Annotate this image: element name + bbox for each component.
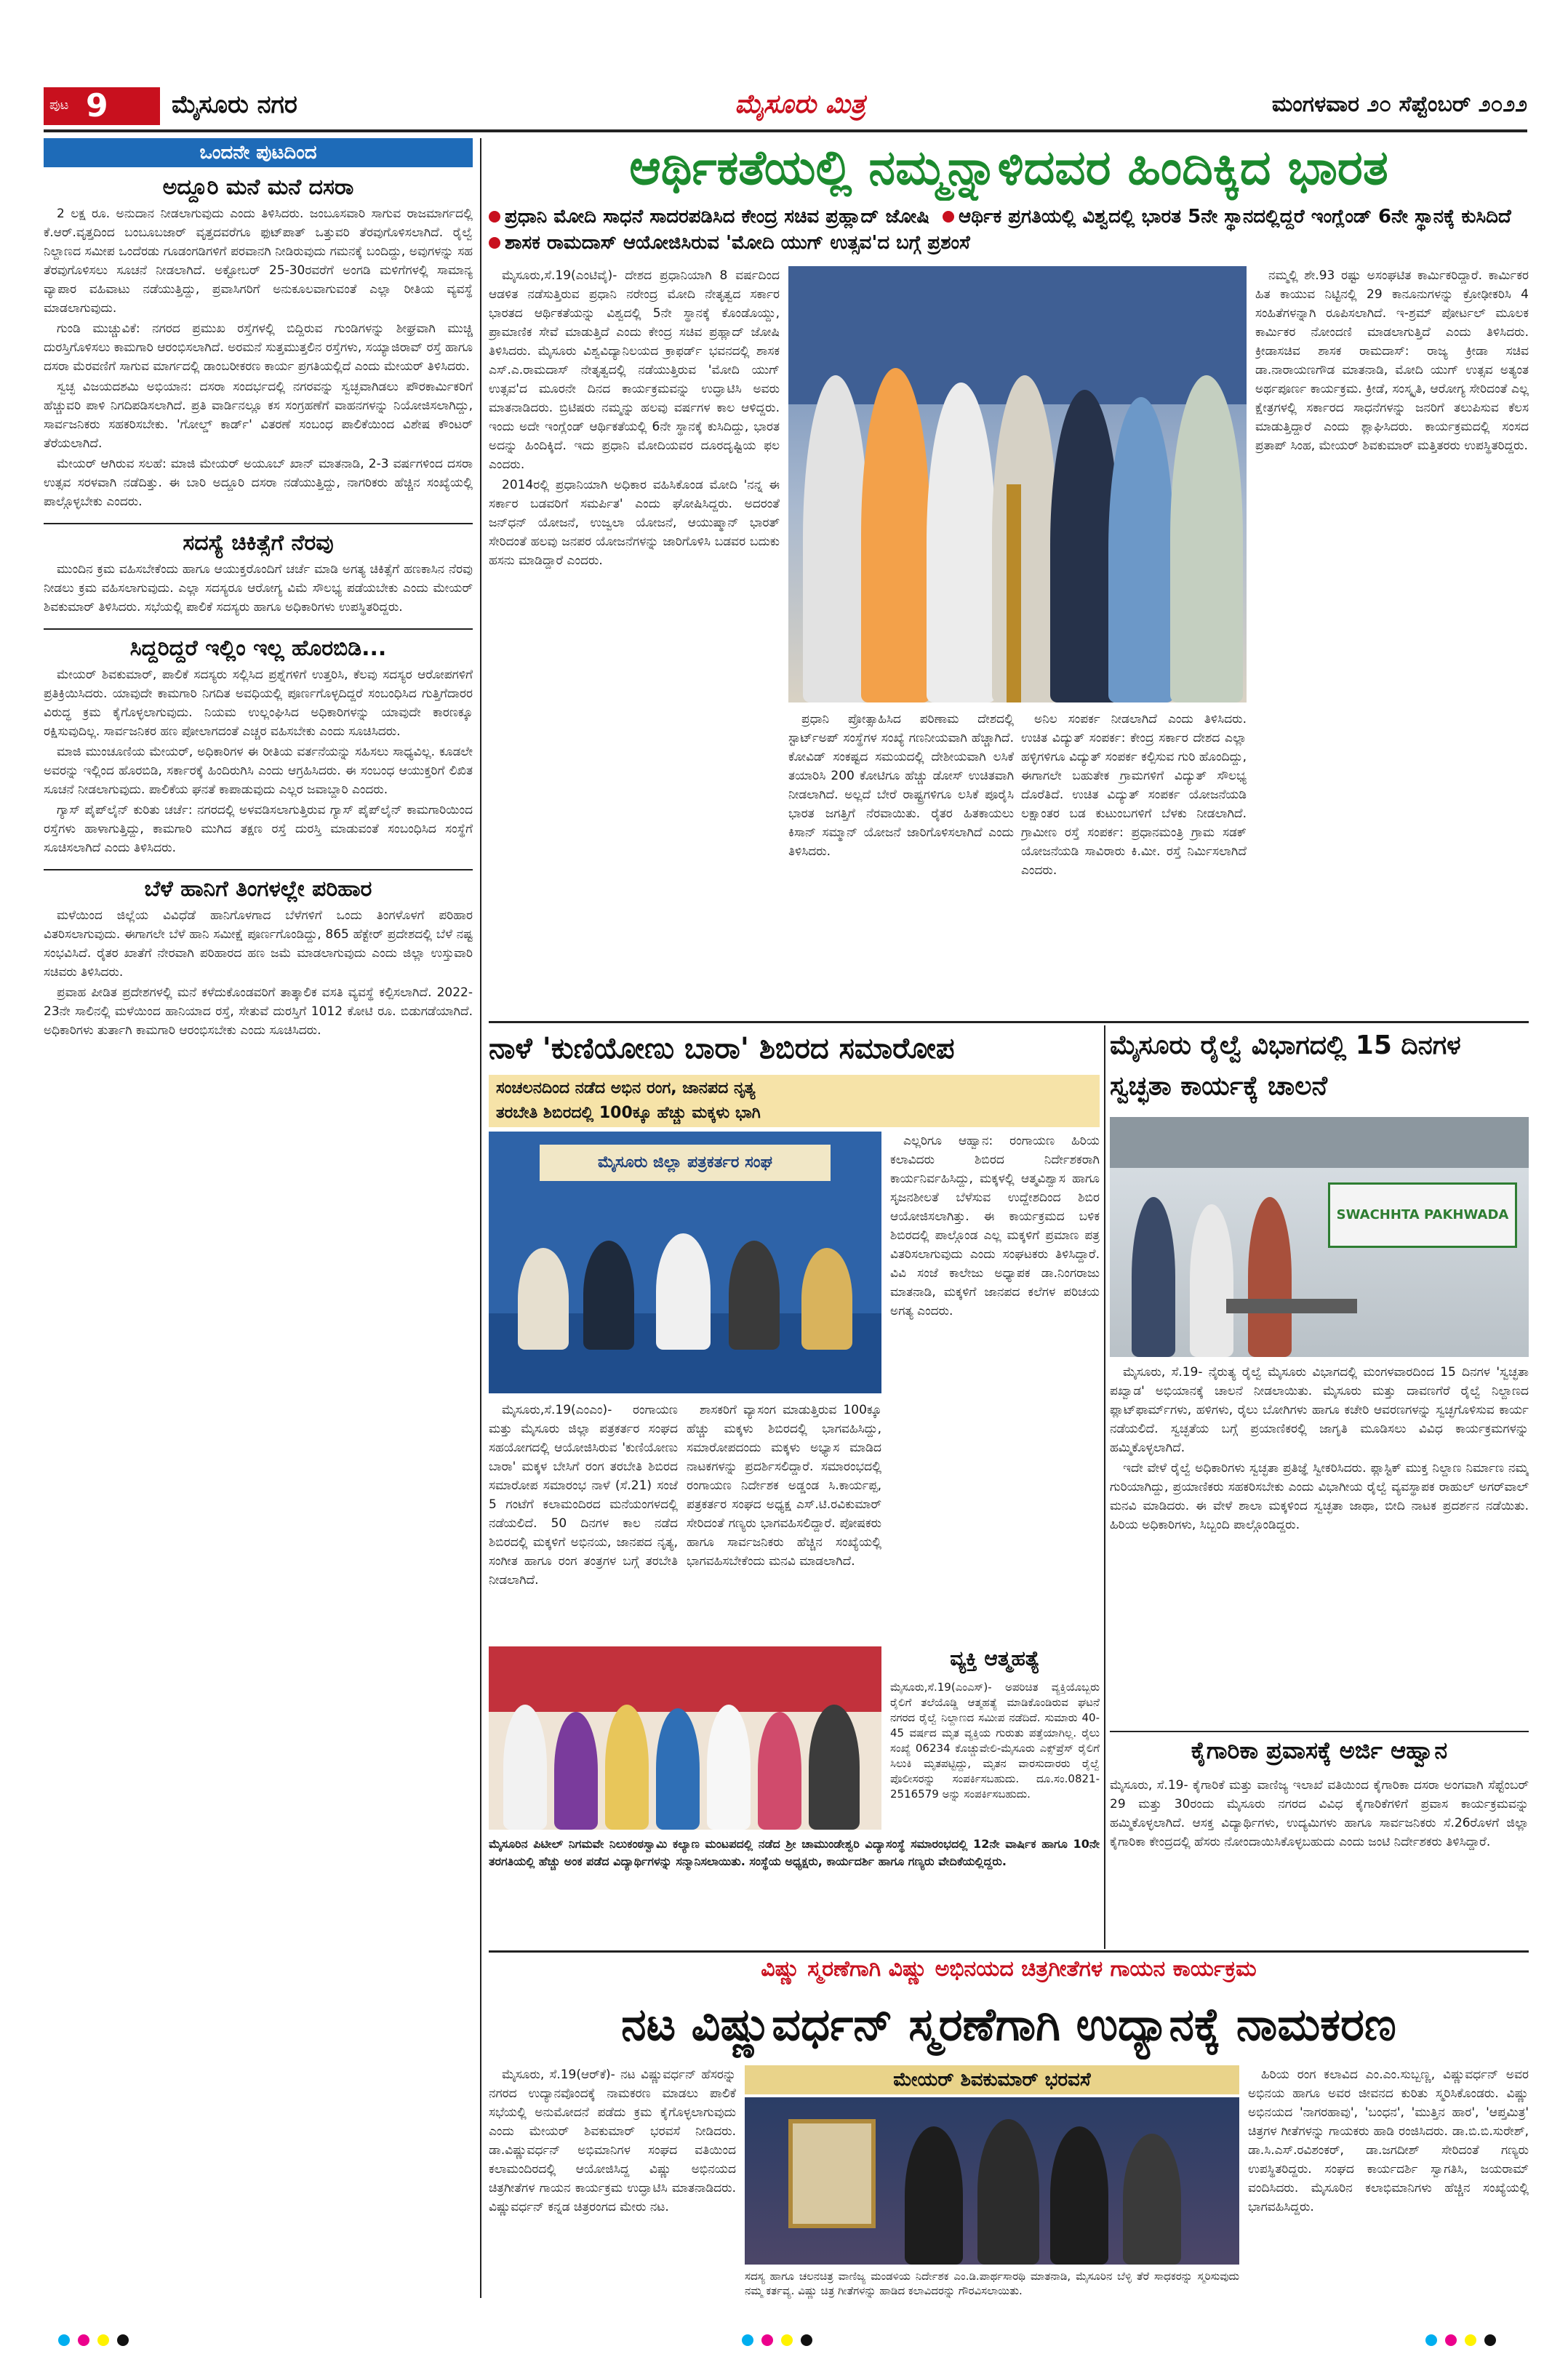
story-paragraph: ಇದೇ ವೇಳೆ ರೈಲ್ವೆ ಅಧಿಕಾರಿಗಳು ಸ್ವಚ್ಛತಾ ಪ್ರತಿಜ್ಞೆ ಸ್ವೀಕರಿಸಿದರು. ಪ್ಲಾಸ್ಟಿಕ್ ಮುಕ್ತ ನಿಲ್ದಾಣ ನಿರ್ಮಾಣ ನಮ್ಮ ಗುರಿಯಾಗಿದ್ದು, ಪ್ರಯಾಣಿಕರು ಸಹಕರಿಸಬೇಕು ಎಂದು ವಿಭಾಗೀಯ ರೈಲ್ವೆ ವ್ಯವಸ್ಥಾಪಕ ರಾಹುಲ್ ಅಗರ್‌ವಾಲ್ ಮನವಿ ಮಾಡಿದರು. ಈ ವೇಳೆ ಶಾಲಾ ಮಕ್ಕಳಿಂದ ಸ್ವಚ್ಛತಾ ಜಾಥಾ, ಬೀದಿ ನಾಟಕ ಪ್ರದರ್ಶನ ನಡೆಯಿತು. ಹಿರಿಯ ಅಧಿಕಾರಿಗಳು, ಸಿಬ್ಬಂದಿ ಪಾಲ್ಗೊಂಡಿದ್ದರು. (1110, 1461, 1529, 1532)
lead-column-4 (1255, 266, 1529, 1015)
photo-person (1170, 375, 1243, 702)
photo-person (927, 383, 996, 702)
photo-person (729, 1241, 780, 1350)
photo-person (809, 1705, 860, 1830)
story-paragraph: ಮೇಯರ್ ಶಿವಕುಮಾರ್, ಪಾಲಿಕೆ ಸದಸ್ಯರು ಸಲ್ಲಿಸಿದ ಪ್ರಶ್ನೆಗಳಿಗೆ ಉತ್ತರಿಸಿ, ಕೆಲವು ಸದಸ್ಯರ ಆರೋಪಗಳಿಗೆ ಪ್ರತಿಕ್ರಿಯಿಸಿದರು. ಯಾವುದೇ ಕಾಮಗಾರಿ ನಿಗದಿತ ಅವಧಿಯಲ್ಲಿ ಪೂರ್ಣಗೊಳ್ಳದಿದ್ದರೆ ಸಂಬಂಧಿಸಿದ ಗುತ್ತಿಗೆದಾರರ ವಿರುದ್ಧ ಕ್ರಮ ಕೈಗೊಳ್ಳಲಾಗುವುದು. ನಿಯಮ ಉಲ್ಲಂಘಿಸಿದ ಅಧಿಕಾರಿಗಳನ್ನು ಯಾವುದೇ ಕಾರಣಕ್ಕೂ ರಕ್ಷಿಸುವುದಿಲ್ಲ. ಸಾರ್ವಜನಿಕರ ಹಣ ಪೋಲಾಗದಂತೆ ಎಚ್ಚರ ವಹಿಸಬೇಕು ಎಂದು ಸೂಚಿಸಿದರು. (44, 668, 473, 739)
kunie-subhead: ತರಬೇತಿ ಶಿಬಿರದಲ್ಲಿ 100ಕ್ಕೂ ಹೆಚ್ಚು ಮಕ್ಕಳು ಭಾಗಿ (496, 1104, 761, 1122)
photo-person (707, 1705, 751, 1830)
story-paragraph: ಗ್ಯಾಸ್ ಪೈಪ್‌ಲೈನ್ ಕುರಿತು ಚರ್ಚೆ: ನಗರದಲ್ಲಿ ಅಳವಡಿಸಲಾಗುತ್ತಿರುವ ಗ್ಯಾಸ್ ಪೈಪ್‌ಲೈನ್ ಕಾಮಗಾರಿಯಿಂದ ರಸ್ತೆಗಳು ಹಾಳಾಗುತ್ತಿದ್ದು, ಕಾಮಗಾರಿ ಮುಗಿದ ತಕ್ಷಣ ರಸ್ತೆ ದುರಸ್ತಿ ಮಾಡುವಂತೆ ಸಂಬಂಧಿಸಿದ ಸಂಸ್ಥೆಗೆ ಸೂಚಿಸಲಾಗಿದೆ ಎಂದು ತಿಳಿಸಿದರು. (44, 803, 473, 855)
kunie-column-1 (489, 1401, 678, 1641)
photo-person (1190, 1204, 1233, 1357)
lead-photo (788, 266, 1247, 702)
black-register-icon (1484, 2334, 1496, 2346)
railway-body (1110, 1363, 1529, 1726)
paper-name: ಮೈಸೂರು ಮಿತ್ರ (735, 89, 865, 119)
yellow-register-icon (1465, 2334, 1476, 2346)
black-register-icon (801, 2334, 812, 2346)
portrait-frame (788, 2119, 876, 2228)
print-register-marks (58, 2334, 175, 2349)
magenta-register-icon (761, 2334, 773, 2346)
story-title: ಸದಸ್ಯೆ ಚಿಕಿತ್ಸೆಗೆ ನೆರವು (44, 523, 473, 556)
photo-person (503, 1705, 547, 1830)
story-paragraph: ಮೈಸೂರು, ಸೆ.19(ಆರ್‌ಕೆ)- ನಟ ವಿಷ್ಣುವರ್ಧನ್ ಹೆಸರನ್ನು ನಗರದ ಉದ್ಯಾನವೊಂದಕ್ಕೆ ನಾಮಕರಣ ಮಾಡಲು ಪಾಲಿಕೆ ಸಭೆಯಲ್ಲಿ ಅನುಮೋದನೆ ಪಡೆದು ಕ್ರಮ ಕೈಗೊಳ್ಳಲಾಗುವುದು ಎಂದು ಮೇಯರ್ ಶಿವಕುಮಾರ್ ಭರವಸೆ ನೀಡಿದರು. ಡಾ.ವಿಷ್ಣುವರ್ಧನ್ ಅಭಿಮಾನಿಗಳ ಸಂಘದ ವತಿಯಿಂದ ಕಲಾಮಂದಿರದಲ್ಲಿ ಆಯೋಜಿಸಿದ್ದ ವಿಷ್ಣು ಅಭಿನಯದ ಚಿತ್ರಗೀತೆಗಳ ಗಾಯನ ಕಾರ್ಯಕ್ರಮ ಉದ್ಘಾಟಿಸಿ ಮಾತನಾಡಿದರು. ವಿಷ್ಣುವರ್ಧನ್ ಕನ್ನಡ ಚಿತ್ರರಂಗದ ಮೇರು ನಟ. (489, 2067, 736, 2214)
story-paragraph: ಹಿರಿಯ ರಂಗ ಕಲಾವಿದ ಎಂ.ಎಂ.ಸುಬ್ಬಣ್ಣ, ವಿಷ್ಣುವರ್ಧನ್ ಅವರ ಅಭಿನಯ ಹಾಗೂ ಅವರ ಜೀವನದ ಕುರಿತು ಸ್ಮರಿಸಿಕೊಂಡರು. ವಿಷ್ಣು ಅಭಿನಯದ 'ನಾಗರಹಾವು', 'ಬಂಧನ', 'ಮುತ್ತಿನ ಹಾರ', 'ಆಪ್ತಮಿತ್ರ' ಚಿತ್ರಗಳ ಗೀತೆಗಳನ್ನು ಗಾಯಕರು ಹಾಡಿ ರಂಜಿಸಿದರು. ಡಾ.ಬಿ.ಬಿ.ಸುರೇಶ್, ಡಾ.ಸಿ.ಎಸ್.ರವಿಶಂಕರ್, ಡಾ.ಜಗದೀಶ್ ಸೇರಿದಂತೆ ಗಣ್ಯರು ಉಪಸ್ಥಿತರಿದ್ದರು. ಸಂಘದ ಕಾರ್ಯದರ್ಶಿ ಸ್ವಾಗತಿಸಿ, ಜಯರಾಮ್ ವಂದಿಸಿದರು. ಮೈಸೂರಿನ ಕಲಾಭಿಮಾನಿಗಳು ಹೆಚ್ಚಿನ ಸಂಖ್ಯೆಯಲ್ಲಿ ಭಾಗವಹಿಸಿದ್ದರು. (1248, 2067, 1529, 2214)
lead-column-3 (1021, 710, 1247, 1015)
felicitation-photo (489, 1646, 881, 1830)
vishnu-kicker: ವಿಷ್ಣು ಸ್ಮರಣೆಗಾಗಿ ವಿಷ್ಣು ಅಭಿನಯದ ಚಿತ್ರಗೀತೆಗಳ ಗಾಯನ ಕಾರ್ಯಕ್ರಮ (761, 1956, 1257, 1982)
bullet-icon (943, 211, 954, 223)
story-paragraph: ಗುಂಡಿ ಮುಚ್ಚುವಿಕೆ: ನಗರದ ಪ್ರಮುಖ ರಸ್ತೆಗಳಲ್ಲಿ ಬಿದ್ದಿರುವ ಗುಂಡಿಗಳನ್ನು ಶೀಘ್ರವಾಗಿ ಮುಚ್ಚಿ ದುರಸ್ತಿಗೊಳಿಸಲು ಕಾಮಗಾರಿ ಆರಂಭಿಸಲಾಗಿದೆ. ಅರಮನೆ ಸುತ್ತಮುತ್ತಲಿನ ರಸ್ತೆಗಳು, ಸಯ್ಯಾಜಿರಾವ್ ರಸ್ತೆ ಹಾಗೂ ದಸರಾ ಮೆರವಣಿಗೆ ಸಾಗುವ ಮಾರ್ಗದಲ್ಲಿ ಡಾಂಬರೀಕರಣ ಕಾರ್ಯ ಪ್ರಗತಿಯಲ್ಲಿದೆ ಎಂದು ಮೇಯರ್ ತಿಳಿಸಿದರು. (44, 321, 473, 374)
story-title: ಸಿದ್ದರಿದ್ದರೆ ಇಲ್ಲಿಂ ಇಲ್ಲ ಹೊರಬಿಡಿ... (44, 628, 473, 661)
continued-banner: ಒಂದನೇ ಪುಟದಿಂದ (44, 138, 473, 167)
page-label: ಪುಟ (49, 97, 69, 113)
kunie-title: ನಾಳೆ 'ಕುಣಿಯೋಣು ಬಾರಾ' ಶಿಬಿರದ ಸಮಾರೋಪ (489, 1032, 955, 1065)
cyan-register-icon (1425, 2334, 1437, 2346)
photo-person (518, 1248, 569, 1350)
photo-person (758, 1712, 801, 1830)
column-divider (480, 138, 481, 2298)
print-register-marks (742, 2334, 858, 2349)
story-paragraph: ಪ್ರವಾಹ ಪೀಡಿತ ಪ್ರದೇಶಗಳಲ್ಲಿ ಮನೆ ಕಳೆದುಕೊಂಡವರಿಗೆ ತಾತ್ಕಾಲಿಕ ವಸತಿ ವ್ಯವಸ್ಥೆ ಕಲ್ಪಿಸಲಾಗಿದೆ. 2022-23ನೇ ಸಾಲಿನಲ್ಲಿ ಮಳೆಯಿಂದ ಹಾನಿಯಾದ ರಸ್ತೆ, ಸೇತುವೆ ದುರಸ್ತಿಗೆ 1012 ಕೋಟಿ ರೂ. ಬಿಡುಗಡೆಯಾಗಿದೆ. ಅಧಿಕಾರಿಗಳು ತುರ್ತಾಗಿ ಕಾಮಗಾರಿ ಆರಂಭಿಸಬೇಕು ಎಂದು ಸೂಚಿಸಿದರು. (44, 985, 473, 1038)
suicide-title: ವ್ಯಕ್ತಿ ಆತ್ಮಹತ್ಯೆ (950, 1646, 1040, 1670)
cyan-register-icon (58, 2334, 70, 2346)
story-title: ಬೆಳೆ ಹಾನಿಗೆ ತಿಂಗಳಲ್ಲೇ ಪರಿಹಾರ (44, 869, 473, 902)
lead-column-2 (788, 710, 1014, 1015)
lead-subhead: ಪ್ರಧಾನಿ ಮೋದಿ ಸಾಧನೆ ಸಾದರಪಡಿಸಿದ ಕೇಂದ್ರ ಸಚಿವ ಪ್ರಹ್ಲಾದ್ ಜೋಷಿ (505, 206, 929, 228)
photo-person (656, 1233, 711, 1350)
story-paragraph: ಶಾಸಕರಿಗೆ ವ್ಯಾಸಂಗ ಮಾಡುತ್ತಿರುವ 100ಕ್ಕೂ ಹೆಚ್ಚು ಮಕ್ಕಳು ಶಿಬಿರದಲ್ಲಿ ಭಾಗವಹಿಸಿದ್ದು, ಸಮಾರೋಪದಂದು ಮಕ್ಕಳು ಅಭ್ಯಾಸ ಮಾಡಿದ ನಾಟಕಗಳನ್ನು ಪ್ರದರ್ಶಿಸಲಿದ್ದಾರೆ. ಸಮಾರಂಭದಲ್ಲಿ ರಂಗಾಯಣ ನಿರ್ದೇಶಕ ಅಡ್ಡಂಡ ಸಿ.ಕಾರ್ಯಪ್ಪ, ಪತ್ರಕರ್ತರ ಸಂಘದ ಅಧ್ಯಕ್ಷ ಎಸ್.ಟಿ.ರವಿಕುಮಾರ್ ಸೇರಿದಂತೆ ಗಣ್ಯರು ಭಾಗವಹಿಸಲಿದ್ದಾರೆ. ಪೋಷಕರು ಹಾಗೂ ಸಾರ್ವಜನಿಕರು ಹೆಚ್ಚಿನ ಸಂಖ್ಯೆಯಲ್ಲಿ ಭಾಗವಹಿಸಬೇಕೆಂದು ಮನವಿ ಮಾಡಲಾಗಿದೆ. (687, 1403, 881, 1569)
platform-roof (1110, 1117, 1529, 1168)
kunie-event-photo (489, 1132, 881, 1393)
story-paragraph: ಮಾಜಿ ಮುಂಚೂಣಿಯ ಮೇಯರ್, ಅಧಿಕಾರಿಗಳ ಈ ರೀತಿಯ ವರ್ತನೆಯನ್ನು ಸಹಿಸಲು ಸಾಧ್ಯವಿಲ್ಲ. ಕೂಡಲೇ ಅವರನ್ನು ಇಲ್ಲಿಂದ ಹೊರಬಿಡಿ, ಸರ್ಕಾರಕ್ಕೆ ಹಿಂದಿರುಗಿಸಿ ಎಂದು ಆಗ್ರಹಿಸಿದರು. ಈ ಸಂಬಂಧ ಆಯುಕ್ತರಿಗೆ ಲಿಖಿತ ಸೂಚನೆ ನೀಡಲಾಗುವುದು. ಪಾಲಿಕೆಯ ಘನತೆ ಕಾಪಾಡುವುದು ಎಲ್ಲರ ಜವಾಬ್ದಾರಿ ಎಂದರು. (44, 745, 473, 797)
magenta-register-icon (1445, 2334, 1457, 2346)
photo-person (656, 1708, 700, 1830)
section-rule (489, 1950, 1529, 1953)
story-paragraph: ಮೈಸೂರು,ಸೆ.19(ಎಂಎಂ)- ರಂಗಾಯಣ ಮತ್ತು ಮೈಸೂರು ಜಿಲ್ಲಾ ಪತ್ರಕರ್ತರ ಸಂಘದ ಸಹಯೋಗದಲ್ಲಿ ಆಯೋಜಿಸಿರುವ 'ಕುಣಿಯೋಣು ಬಾರಾ' ಮಕ್ಕಳ ಬೇಸಿಗೆ ರಂಗ ತರಬೇತಿ ಶಿಬಿರದ ಸಮಾರೋಪ ಸಮಾರಂಭ ನಾಳೆ (ಸೆ.21) ಸಂಜೆ 5 ಗಂಟೆಗೆ ಕಲಾಮಂದಿರದ ಮನೆಯಂಗಳದಲ್ಲಿ ನಡೆಯಲಿದೆ. 50 ದಿನಗಳ ಕಾಲ ನಡೆದ ಶಿಬಿರದಲ್ಲಿ ಮಕ್ಕಳಿಗೆ ಅಭಿನಯ, ಜಾನಪದ ನೃತ್ಯ, ಸಂಗೀತ ಹಾಗೂ ರಂಗ ತಂತ್ರಗಳ ಬಗ್ಗೆ ತರಬೇತಿ ನೀಡಲಾಗಿದೆ. (489, 1403, 678, 1588)
vishnu-photo-title: ಮೇಯರ್ ಶಿವಕುಮಾರ್ ಭರವಸೆ (745, 2065, 1239, 2094)
railway-title: ಮೈಸೂರು ರೈಲ್ವೆ ವಿಭಾಗದಲ್ಲಿ 15 ದಿನಗಳ ಸ್ವಚ್ಛತಾ ಕಾರ್ಯಕ್ಕೆ ಚಾಲನೆ (1110, 1030, 1461, 1101)
story-paragraph: ಮೈಸೂರು, ಸೆ.19- ನೈರುತ್ಯ ರೈಲ್ವೆ ಮೈಸೂರು ವಿಭಾಗದಲ್ಲಿ ಮಂಗಳವಾರದಿಂದ 15 ದಿನಗಳ 'ಸ್ವಚ್ಛತಾ ಪಖ್ವಾಡ' ಅಭಿಯಾನಕ್ಕೆ ಚಾಲನೆ ನೀಡಲಾಯಿತು. ಮೈಸೂರು ಮತ್ತು ದಾವಣಗೆರೆ ರೈಲ್ವೆ ನಿಲ್ದಾಣದ ಪ್ಲಾಟ್‌ಫಾರ್ಮ್‌ಗಳು, ಹಳಿಗಳು, ರೈಲು ಬೋಗಿಗಳು ಹಾಗೂ ಕಚೇರಿ ಆವರಣಗಳನ್ನು ಸ್ವಚ್ಛಗೊಳಿಸುವ ಕಾರ್ಯ ನಡೆಯಲಿದೆ. ಸ್ವಚ್ಛತೆಯ ಬಗ್ಗೆ ಪ್ರಯಾಣಿಕರಲ್ಲಿ ಜಾಗೃತಿ ಮೂಡಿಸಲು ವಿವಿಧ ಕಾರ್ಯಕ್ರಮಗಳನ್ನು ಹಮ್ಮಿಕೊಳ್ಳಲಾಗಿದೆ. (1110, 1365, 1529, 1455)
story-paragraph: 2 ಲಕ್ಷ ರೂ. ಅನುದಾನ ನೀಡಲಾಗುವುದು ಎಂದು ತಿಳಿಸಿದರು. ಜಂಬೂಸವಾರಿ ಸಾಗುವ ರಾಜಮಾರ್ಗದಲ್ಲಿ ಕೆ.ಆರ್.ವೃತ್ತದಿಂದ ಬಂಬೂಬಜಾರ್ ವೃತ್ತದವರೆಗೂ ಫುಟ್‌ಪಾತ್ ಒತ್ತುವರಿ ತೆರವುಗೊಳಿಸಲಾಗಿದೆ. ರೈಲ್ವೆ ನಿಲ್ದಾಣದ ಸಮೀಪ ಒಂದೆರಡು ಗೂಡಂಗಡಿಗಳಿಗೆ ಪರವಾನಗಿ ನೀಡಿರುವುದು ಗಮನಕ್ಕೆ ಬಂದಿದ್ದು, ಅವುಗಳನ್ನು ಸಹ ತೆರವುಗೊಳಿಸಲು ಸೂಚನೆ ನೀಡಲಾಗಿದೆ. ಅಕ್ಟೋಬರ್ 25-30ರವರೆಗೆ ಅಂಗಡಿ ಮಳಿಗೆಗಳಲ್ಲಿ ಸಾಮಾನ್ಯ ವ್ಯಾಪಾರ ವಹಿವಾಟು ನಡೆಯುತ್ತಿದ್ದು, ಪ್ರವಾಸಿಗರಿಗೆ ಅನುಕೂಲವಾಗುವಂತೆ ಎಲ್ಲಾ ರೀತಿಯ ವ್ಯವಸ್ಥೆ ಮಾಡಲಾಗುವುದು. (44, 207, 473, 316)
suicide-body: ಮೈಸೂರು,ಸೆ.19(ಎಂಎಸ್)- ಅಪರಿಚಿತ ವ್ಯಕ್ತಿಯೊಬ್ಬರು ರೈಲಿಗೆ ತಲೆಯೊಡ್ಡಿ ಆತ್ಮಹತ್ಯೆ ಮಾಡಿಕೊಂಡಿರುವ ಘಟನೆ ನಗರದ ರೈಲ್ವೆ ನಿಲ್ದಾಣದ ಸಮೀಪ ನಡೆದಿದೆ. ಸುಮಾರು 40-45 ವರ್ಷದ ಮೃತ ವ್ಯಕ್ತಿಯ ಗುರುತು ಪತ್ತೆಯಾಗಿಲ್ಲ. ರೈಲು ಸಂಖ್ಯೆ 06234 ಕೊಚ್ಚುವೇಲಿ-ಮೈಸೂರು ಎಕ್ಸ್‌ಪ್ರೆಸ್ ರೈಲಿಗೆ ಸಿಲುಕಿ ಮೃತಪಟ್ಟಿದ್ದು, ಮೃತನ ವಾರಸುದಾರರು ರೈಲ್ವೆ ಪೊಲೀಸರನ್ನು ಸಂಪರ್ಕಿಸಬಹುದು. ದೂ.ಸಂ.0821-2516579 ಅನ್ನು ಸಂಪರ್ಕಿಸಬಹುದು. (890, 1681, 1100, 1801)
lead-headline: ಆರ್ಥಿಕತೆಯಲ್ಲಿ ನಮ್ಮನ್ನಾಳಿದವರ ಹಿಂದಿಕ್ಕಿದ ಭಾರತ (629, 140, 1388, 196)
yellow-register-icon (97, 2334, 109, 2346)
industry-title: ಕೈಗಾರಿಕಾ ಪ್ರವಾಸಕ್ಕೆ ಅರ್ಜಿ ಆಹ್ವಾನ (1191, 1737, 1448, 1764)
railway-photo (1110, 1117, 1529, 1357)
yellow-register-icon (781, 2334, 793, 2346)
column-divider (1104, 1025, 1105, 1949)
story-paragraph: ಮಳೆಯಿಂದ ಜಿಲ್ಲೆಯ ವಿವಿಧೆಡೆ ಹಾನಿಗೊಳಗಾದ ಬೆಳೆಗಳಿಗೆ ಒಂದು ತಿಂಗಳೊಳಗೆ ಪರಿಹಾರ ವಿತರಿಸಲಾಗುವುದು. ಈಗಾಗಲೇ ಬೆಳೆ ಹಾನಿ ಸಮೀಕ್ಷೆ ಪೂರ್ಣಗೊಂಡಿದ್ದು, 865 ಹೆಕ್ಟೇರ್ ಪ್ರದೇಶದಲ್ಲಿ ಬೆಳೆ ನಷ್ಟ ಸಂಭವಿಸಿದೆ. ರೈತರ ಖಾತೆಗೆ ನೇರವಾಗಿ ಪರಿಹಾರದ ಹಣ ಜಮೆ ಮಾಡಲಾಗುವುದು ಎಂದು ಜಿಲ್ಲಾ ಉಸ್ತುವಾರಿ ಸಚಿವರು ತಿಳಿಸಿದರು. (44, 908, 473, 980)
photo-person (605, 1705, 649, 1830)
story-paragraph: ನಮ್ಮಲ್ಲಿ ಶೇ.93 ರಷ್ಟು ಅಸಂಘಟಿತ ಕಾರ್ಮಿಕರಿದ್ದಾರೆ. ಕಾರ್ಮಿಕರ ಹಿತ ಕಾಯುವ ನಿಟ್ಟಿನಲ್ಲಿ 29 ಕಾನೂನುಗಳನ್ನು ಕ್ರೋಢೀಕರಿಸಿ 4 ಸಂಹಿತೆಗಳನ್ನಾಗಿ ರೂಪಿಸಲಾಗಿದೆ. ಇ-ಶ್ರಮ್ ಪೋರ್ಟಲ್ ಮೂಲಕ ಕಾರ್ಮಿಕರ ನೋಂದಣಿ ಮಾಡಲಾಗುತ್ತಿದೆ ಎಂದು ತಿಳಿಸಿದರು. ಕ್ರೀಡಾಸಚಿವ ಶಾಸಕ ರಾಮದಾಸ್: ರಾಜ್ಯ ಕ್ರೀಡಾ ಸಚಿವ ಡಾ.ನಾರಾಯಣಗೌಡ ಮಾತನಾಡಿ, ಮೋದಿ ಯುಗ್ ಉತ್ಸವ ಅತ್ಯಂತ ಅರ್ಥಪೂರ್ಣ ಕಾರ್ಯಕ್ರಮ. ಕ್ರೀಡೆ, ಸಂಸ್ಕೃತಿ, ಆರೋಗ್ಯ ಸೇರಿದಂತೆ ಎಲ್ಲ ಕ್ಷೇತ್ರಗಳಲ್ಲಿ ಸರ್ಕಾರದ ಸಾಧನೆಗಳನ್ನು ಜನರಿಗೆ ತಲುಪಿಸುವ ಕೆಲಸ ಮಾಡುತ್ತಿದ್ದಾರೆ ಎಂದು ಶ್ಲಾಘಿಸಿದರು. ಕಾರ್ಯಕ್ರಮದಲ್ಲಿ ಸಂಸದ ಪ್ರತಾಪ್ ಸಿಂಹ, ಮೇಯರ್ ಶಿವಕುಮಾರ್ ಮತ್ತಿತರರು ಉಪಸ್ಥಿತರಿದ್ದರು. (1255, 268, 1529, 453)
photo-person (1132, 1197, 1175, 1357)
kunie-column-3 (890, 1132, 1100, 1641)
kunie-subhead: ಸಂಚಲನದಿಂದ ನಡೆದ ಅಭಿನ ರಂಗ, ಜಾನಪದ ನೃತ್ಯ (496, 1079, 756, 1097)
issue-date: ಮಂಗಳವಾರ ೨೦ ಸೆಪ್ಟೆಂಬರ್ ೨೦೨೨ (1271, 92, 1527, 117)
bullet-icon (489, 211, 500, 223)
left-column (44, 138, 473, 2298)
vishnu-headline: ನಟ ವಿಷ್ಣುವರ್ಧನ್ ಸ್ಮರಣೆಗಾಗಿ ಉದ್ಯಾನಕ್ಕೆ ನಾಮಕರಣ (621, 1998, 1396, 2051)
black-register-icon (117, 2334, 129, 2346)
masthead (44, 87, 1527, 128)
lead-column-1 (489, 266, 780, 1015)
print-register-marks (1425, 2334, 1542, 2349)
stage-backdrop (489, 1646, 881, 1712)
photo-person (1108, 397, 1174, 702)
lamp-stand (1007, 484, 1021, 702)
story-paragraph: ಪ್ರಧಾನಿ ಪ್ರೋತ್ಸಾಹಿಸಿದ ಪರಿಣಾಮ ದೇಶದಲ್ಲಿ ಸ್ಟಾರ್ಟ್‌ಅಪ್ ಸಂಸ್ಥೆಗಳ ಸಂಖ್ಯೆ ಗಣನೀಯವಾಗಿ ಹೆಚ್ಚಾಗಿದೆ. ಕೋವಿಡ್ ಸಂಕಷ್ಟದ ಸಮಯದಲ್ಲಿ ದೇಶೀಯವಾಗಿ ಲಸಿಕೆ ತಯಾರಿಸಿ 200 ಕೋಟಿಗೂ ಹೆಚ್ಚು ಡೋಸ್ ಉಚಿತವಾಗಿ ನೀಡಲಾಗಿದೆ. ಅಲ್ಲದೆ ಬೇರೆ ರಾಷ್ಟ್ರಗಳಿಗೂ ಲಸಿಕೆ ಪೂರೈಸಿ ಭಾರತ ಜಗತ್ತಿಗೆ ನೆರವಾಯಿತು. ರೈತರ ಹಿತಕಾಯಲು ಕಿಸಾನ್ ಸಮ್ಮಾನ್ ಯೋಜನೆ ಜಾರಿಗೊಳಿಸಲಾಗಿದೆ ಎಂದು ತಿಳಿಸಿದರು. (788, 712, 1014, 859)
section-rule (1110, 1731, 1529, 1732)
story-paragraph: 2014ರಲ್ಲಿ ಪ್ರಧಾನಿಯಾಗಿ ಅಧಿಕಾರ ವಹಿಸಿಕೊಂಡ ಮೋದಿ 'ನನ್ನ ಈ ಸರ್ಕಾರ ಬಡವರಿಗೆ ಸಮರ್ಪಿತ' ಎಂದು ಘೋಷಿಸಿದ್ದರು. ಅದರಂತೆ ಜನ್‌ಧನ್ ಯೋಜನೆ, ಉಜ್ವಲಾ ಯೋಜನೆ, ಆಯುಷ್ಮಾನ್ ಭಾರತ್ ಸೇರಿದಂತೆ ಹಲವು ಜನಪರ ಯೋಜನೆಗಳನ್ನು ಜಾರಿಗೊಳಿಸಿ ಬಡವರ ಬದುಕು ಹಸನು ಮಾಡಿದ್ದಾರೆ ಎಂದರು. (489, 478, 780, 568)
industry-body: ಮೈಸೂರು, ಸೆ.19- ಕೈಗಾರಿಕೆ ಮತ್ತು ವಾಣಿಜ್ಯ ಇಲಾಖೆ ವತಿಯಿಂದ ಕೈಗಾರಿಕಾ ದಸರಾ ಅಂಗವಾಗಿ ಸೆಪ್ಟೆಂಬರ್ 29 ಮತ್ತು 30ರಂದು ಮೈಸೂರು ನಗರದ ವಿವಿಧ ಕೈಗಾರಿಕೆಗಳಿಗೆ ಪ್ರವಾಸ ಕಾರ್ಯಕ್ರಮವನ್ನು ಹಮ್ಮಿಕೊಳ್ಳಲಾಗಿದೆ. ಆಸಕ್ತ ವಿದ್ಯಾರ್ಥಿಗಳು, ಉದ್ಯಮಿಗಳು ಹಾಗೂ ಸಾರ್ವಜನಿಕರು ಸೆ.26ರೊಳಗೆ ಜಿಲ್ಲಾ ಕೈಗಾರಿಕಾ ಕೇಂದ್ರದಲ್ಲಿ ಹೆಸರು ನೋಂದಾಯಿಸಿಕೊಳ್ಳಬಹುದು ಎಂದು ಜಂಟಿ ನಿರ್ದೇಶಕರು ತಿಳಿಸಿದ್ದಾರೆ. (1110, 1778, 1529, 1849)
bullet-icon (489, 237, 500, 249)
photo-person (583, 1241, 634, 1350)
kunie-column-2 (687, 1401, 881, 1641)
lead-subhead: ಶಾಸಕ ರಾಮದಾಸ್ ಆಯೋಜಿಸಿರುವ 'ಮೋದಿ ಯುಗ್ ಉತ್ಸವ'ದ ಬಗ್ಗೆ ಪ್ರಶಂಸೆ (505, 232, 970, 254)
platform-bench (1226, 1299, 1357, 1313)
event-banner: ಮೈಸೂರು ಜಿಲ್ಲಾ ಪತ್ರಕರ್ತರ ಸಂಘ (540, 1145, 831, 1181)
story-paragraph: ಅನಿಲ ಸಂಪರ್ಕ ನೀಡಲಾಗಿದೆ ಎಂದು ತಿಳಿಸಿದರು. ಉಚಿತ ವಿದ್ಯುತ್ ಸಂಪರ್ಕ: ಕೇಂದ್ರ ಸರ್ಕಾರ ದೇಶದ ಎಲ್ಲಾ ಹಳ್ಳಿಗಳಿಗೂ ವಿದ್ಯುತ್ ಸಂಪರ್ಕ ಕಲ್ಪಿಸುವ ಗುರಿ ಹೊಂದಿದ್ದು, ಈಗಾಗಲೇ ಬಹುತೇಕ ಗ್ರಾಮಗಳಿಗೆ ವಿದ್ಯುತ್ ಸೌಲಭ್ಯ ದೊರೆತಿದೆ. ಉಚಿತ ವಿದ್ಯುತ್ ಸಂಪರ್ಕ ಯೋಜನೆಯಡಿ ಲಕ್ಷಾಂತರ ಬಡ ಕುಟುಂಬಗಳಿಗೆ ಬೆಳಕು ನೀಡಲಾಗಿದೆ. ಗ್ರಾಮೀಣ ರಸ್ತೆ ಸಂಪರ್ಕ: ಪ್ರಧಾನಮಂತ್ರಿ ಗ್ರಾಮ ಸಡಕ್ ಯೋಜನೆಯಡಿ ಸಾವಿರಾರು ಕಿ.ಮೀ. ರಸ್ತೆ ನಿರ್ಮಿಸಲಾಗಿದೆ ಎಂದರು. (1021, 712, 1247, 878)
page-number-box (44, 87, 160, 125)
story-paragraph: ಸ್ವಚ್ಛ ವಿಜಯದಶಮಿ ಅಭಿಯಾನ: ದಸರಾ ಸಂದರ್ಭದಲ್ಲಿ ನಗರವನ್ನು ಸ್ವಚ್ಛವಾಗಿಡಲು ಪೌರಕಾರ್ಮಿಕರಿಗೆ ಹೆಚ್ಚುವರಿ ಪಾಳಿ ನಿಗದಿಪಡಿಸಲಾಗಿದೆ. ಪ್ರತಿ ವಾರ್ಡಿನಲ್ಲೂ ಕಸ ಸಂಗ್ರಹಣೆಗೆ ವಾಹನಗಳನ್ನು ನಿಯೋಜಿಸಲಾಗಿದ್ದು, ಸಾರ್ವಜನಿಕರು ಸಹಕರಿಸಬೇಕು. 'ಗೋಲ್ಡ್ ಕಾರ್ಡ್' ವಿತರಣೆ ಸಂಬಂಧ ಪಾಲಿಕೆಯಿಂದ ವಿಶೇಷ ಕೌಂಟರ್ ತೆರೆಯಲಾಗಿದೆ. (44, 380, 473, 451)
photo-person (861, 368, 930, 702)
story-paragraph: ಮೈಸೂರು,ಸೆ.19(ಎಂಟಿವೈ)- ದೇಶದ ಪ್ರಧಾನಿಯಾಗಿ 8 ವರ್ಷದಿಂದ ಆಡಳಿತ ನಡೆಸುತ್ತಿರುವ ಪ್ರಧಾನಿ ನರೇಂದ್ರ ಮೋದಿ ನೇತೃತ್ವದ ಸರ್ಕಾರ ಭಾರತದ ಆರ್ಥಿಕತೆಯನ್ನು ವಿಶ್ವದಲ್ಲಿ 5ನೇ ಸ್ಥಾನಕ್ಕೆ ಕೊಂಡೊಯ್ದು, ಪ್ರಾಮಾಣಿಕ ಸೇವೆ ಮಾಡುತ್ತಿದೆ ಎಂದು ಕೇಂದ್ರ ಸಚಿವ ಪ್ರಹ್ಲಾದ್ ಜೋಷಿ ತಿಳಿಸಿದರು. ಮೈಸೂರು ವಿಶ್ವವಿದ್ಯಾನಿಲಯದ ಕ್ರಾಫರ್ಡ್ ಭವನದಲ್ಲಿ ಶಾಸಕ ಎಸ್.ಎ.ರಾಮದಾಸ್ ನೇತೃತ್ವದಲ್ಲಿ ನಡೆಯುತ್ತಿರುವ 'ಮೋದಿ ಯುಗ್ ಉತ್ಸವ'ದ ಮೂರನೇ ದಿನದ ಕಾರ್ಯಕ್ರಮವನ್ನು ಉದ್ಘಾಟಿಸಿ ಅವರು ಮಾತನಾಡಿದರು. ಬ್ರಿಟಿಷರು ನಮ್ಮನ್ನು ಹಲವು ವರ್ಷಗಳ ಕಾಲ ಆಳಿದ್ದರು. ಇಂದು ಅದೇ ಇಂಗ್ಲೆಂಡ್ ಆರ್ಥಿಕತೆಯಲ್ಲಿ 6ನೇ ಸ್ಥಾನಕ್ಕೆ ಕುಸಿದಿದ್ದು, ಭಾರತ ಅದನ್ನು ಹಿಂದಿಕ್ಕಿದೆ. ಇದು ಪ್ರಧಾನಿ ಮೋದಿಯವರ ದೂರದೃಷ್ಟಿಯ ಫಲ ಎಂದರು. (489, 268, 780, 472)
kunie-subhead-box (489, 1075, 1100, 1127)
masthead-rule (44, 129, 1527, 132)
photo-person (905, 2126, 963, 2265)
vishnu-column-1 (489, 2065, 736, 2327)
photo-person (1123, 2134, 1181, 2265)
story-paragraph: ಮುಂದಿನ ಕ್ರಮ ವಹಿಸಬೇಕೆಂದು ಹಾಗೂ ಆಯುಕ್ತರೊಂದಿಗೆ ಚರ್ಚೆ ಮಾಡಿ ಅಗತ್ಯ ಚಿಕಿತ್ಸೆಗೆ ಹಣಕಾಸಿನ ನೆರವು ನೀಡಲು ಕ್ರಮ ವಹಿಸಲಾಗುವುದು. ಎಲ್ಲಾ ಸದಸ್ಯರೂ ಆರೋಗ್ಯ ವಿಮೆ ಸೌಲಭ್ಯ ಪಡೆಯಬೇಕು ಎಂದು ಮೇಯರ್ ಶಿವಕುಮಾರ್ ತಿಳಿಸಿದರು. ಸಭೆಯಲ್ಲಿ ಪಾಲಿಕೆ ಸದಸ್ಯರು ಹಾಗೂ ಅಧಿಕಾರಿಗಳು ಉಪಸ್ಥಿತರಿದ್ದರು. (44, 562, 473, 614)
vishnu-caption: ಸದಸ್ಯ ಹಾಗೂ ಚಲನಚಿತ್ರ ವಾಣಿಜ್ಯ ಮಂಡಳಿಯ ನಿರ್ದೇಶಕ ಎಂ.ಡಿ.ಪಾರ್ಥಸಾರಥಿ ಮಾತನಾಡಿ, ಮೈಸೂರಿನ ಬೆಳ್ಳಿ ತೆರೆ ಸಾಧಕರನ್ನು ಸ್ಮರಿಸುವುದು ನಮ್ಮ ಕರ್ತವ್ಯ. ವಿಷ್ಣು ಚಿತ್ರ ಗೀತೆಗಳನ್ನು ಹಾಡಿದ ಕಲಾವಿದರನ್ನು ಗೌರವಿಸಲಾಯಿತು. (745, 2270, 1239, 2297)
story-paragraph: ಮೇಯರ್ ಆಗಿರುವ ಸಲಹೆ: ಮಾಜಿ ಮೇಯರ್ ಅಯೂಬ್ ಖಾನ್ ಮಾತನಾಡಿ, 2-3 ವರ್ಷಗಳಿಂದ ದಸರಾ ಉತ್ಸವ ಸರಳವಾಗಿ ನಡೆದಿತ್ತು. ಈ ಬಾರಿ ಅದ್ದೂರಿ ದಸರಾ ನಡೆಯುತ್ತಿದ್ದು, ನಾಗರಿಕರು ಹೆಚ್ಚಿನ ಸಂಖ್ಯೆಯಲ್ಲಿ ಪಾಲ್ಗೊಳ್ಳಬೇಕು ಎಂದರು. (44, 457, 473, 509)
vishnu-photo (745, 2097, 1239, 2265)
photo-person (803, 375, 868, 702)
photo-person (977, 2119, 1039, 2265)
photo-person (1248, 1197, 1292, 1357)
story-paragraph: ಎಲ್ಲರಿಗೂ ಆಹ್ವಾನ: ರಂಗಾಯಣ ಹಿರಿಯ ಕಲಾವಿದರು ಶಿಬಿರದ ನಿರ್ದೇಶಕರಾಗಿ ಕಾರ್ಯನಿರ್ವಹಿಸಿದ್ದು, ಮಕ್ಕಳಲ್ಲಿ ಆತ್ಮವಿಶ್ವಾಸ ಹಾಗೂ ಸೃಜನಶೀಲತೆ ಬೆಳೆಸುವ ಉದ್ದೇಶದಿಂದ ಶಿಬಿರ ಆಯೋಜಿಸಲಾಗಿತ್ತು. ಈ ಕಾರ್ಯಕ್ರಮದ ಬಳಿಕ ಶಿಬಿರದಲ್ಲಿ ಪಾಲ್ಗೊಂಡ ಎಲ್ಲ ಮಕ್ಕಳಿಗೆ ಪ್ರಮಾಣ ಪತ್ರ ವಿತರಿಸಲಾಗುವುದು ಎಂದು ಸಂಘಟಕರು ತಿಳಿಸಿದ್ದಾರೆ. ವಿವಿ ಸಂಜೆ ಕಾಲೇಜು ಅಧ್ಯಾಪಕ ಡಾ.ನಿಂಗರಾಜು ಮಾತನಾಡಿ, ಮಕ್ಕಳಿಗೆ ಜಾನಪದ ಕಲೆಗಳ ಪರಿಚಯ ಅಗತ್ಯ ಎಂದರು. (890, 1134, 1100, 1318)
felicitation-caption: ಮೈಸೂರಿನ ಪಿಟೀಲ್ ನಿಗಮವೇ ನಿಲುಕಂಠಸ್ವಾಮಿ ಕಲ್ಯಾಣ ಮಂಟಪದಲ್ಲಿ ನಡೆದ ಶ್ರೀ ಚಾಮುಂಡೇಶ್ವರಿ ವಿದ್ಯಾಸಂಸ್ಥೆ ಸಮಾರಂಭದಲ್ಲಿ 12ನೇ ವಾರ್ಷಿಕ ಹಾಗೂ 10ನೇ ತರಗತಿಯಲ್ಲಿ ಹೆಚ್ಚು ಅಂಕ ಪಡೆದ ವಿದ್ಯಾರ್ಥಿಗಳನ್ನು ಸನ್ಮಾನಿಸಲಾಯಿತು. ಸಂಸ್ಥೆಯ ಅಧ್ಯಕ್ಷರು, ಕಾರ್ಯದರ್ಶಿ ಹಾಗೂ ಗಣ್ಯರು ವೇದಿಕೆಯಲ್ಲಿದ್ದರು. (489, 1837, 1100, 1868)
photo-person (1050, 2126, 1108, 2265)
photo-person (992, 375, 1057, 702)
page-number: 9 (86, 87, 108, 124)
section-title: ಮೈಸೂರು ನಗರ (172, 90, 297, 119)
magenta-register-icon (78, 2334, 89, 2346)
photo-person (801, 1248, 852, 1350)
vishnu-column-3 (1248, 2065, 1529, 2327)
story-title: ಅದ್ದೂರಿ ಮನೆ ಮನೆ ದಸರಾ (162, 175, 354, 200)
swachhta-banner: SWACHHTA PAKHWADA (1328, 1182, 1517, 1248)
lead-subheads (489, 204, 1529, 259)
lead-subhead: ಆರ್ಥಿಕ ಪ್ರಗತಿಯಲ್ಲಿ ವಿಶ್ವದಲ್ಲಿ ಭಾರತ 5ನೇ ಸ್ಥಾನದಲ್ಲಿದ್ದರೆ ಇಂಗ್ಲೆಂಡ್ 6ನೇ ಸ್ಥಾನಕ್ಕೆ ಕುಸಿದಿದೆ (959, 206, 1511, 228)
section-rule (489, 1021, 1529, 1023)
cyan-register-icon (742, 2334, 753, 2346)
photo-person (554, 1712, 598, 1830)
